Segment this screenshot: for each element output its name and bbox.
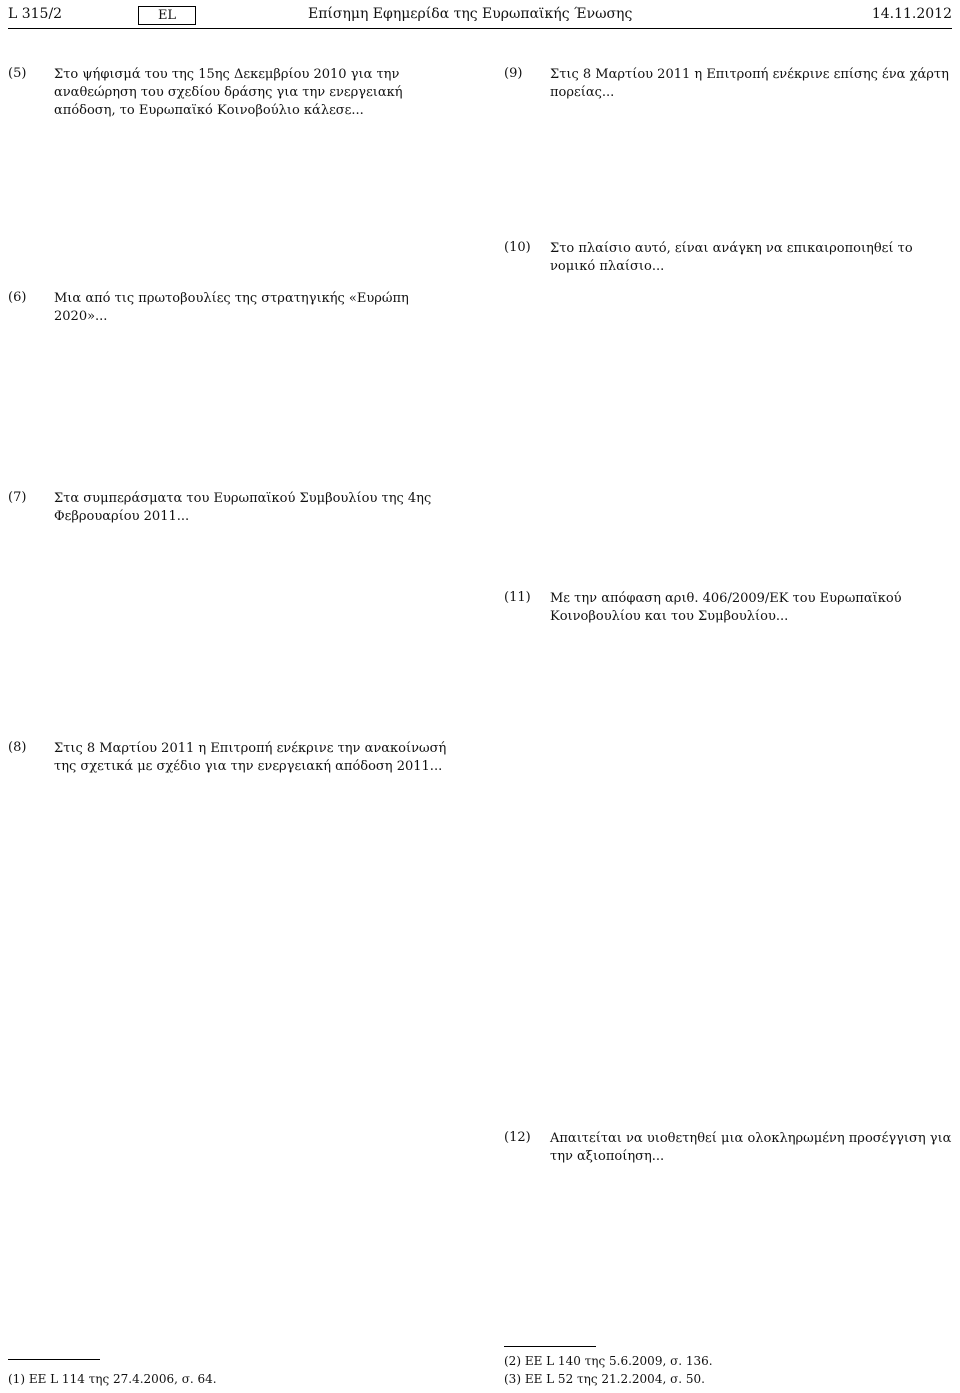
recital-12: [504, 1130, 954, 1166]
recital-text: Στις 8 Μαρτίου 2011 η Επιτροπή ενέκρινε επίσης ένα χάρτη πορείας...: [550, 67, 949, 100]
language-badge: EL: [138, 6, 196, 25]
recital-number: (6): [8, 290, 27, 305]
recital-number: (12): [504, 1130, 531, 1145]
recital-6: [8, 290, 462, 326]
recital-text: Απαιτείται να υιοθετηθεί μια ολοκληρωμένη προσέγγιση για την αξιοποίηση...: [550, 1131, 952, 1164]
recital-9: [504, 66, 954, 102]
recital-number: (8): [8, 740, 27, 755]
footnote-divider-left: [8, 1359, 100, 1360]
recital-number: (9): [504, 66, 523, 81]
recital-7: [8, 490, 462, 526]
recital-number: (5): [8, 66, 27, 81]
recital-text: Στις 8 Μαρτίου 2011 η Επιτροπή ενέκρινε την ανακοίνωσή της σχετικά με σχέδιο για την ενεργειακή απόδοση 2011...: [54, 741, 447, 774]
footnote-2: (2) ΕΕ L 140 της 5.6.2009, σ. 136.: [504, 1354, 713, 1368]
recital-number: (10): [504, 240, 531, 255]
recital-text: Στα συμπεράσματα του Ευρωπαϊκού Συμβουλίου της 4ης Φεβρουαρίου 2011...: [54, 491, 432, 524]
recital-text: Στο πλαίσιο αυτό, είναι ανάγκη να επικαιροποιηθεί το νομικό πλαίσιο...: [550, 241, 913, 274]
recital-number: (11): [504, 590, 531, 605]
recital-text: Με την απόφαση αριθ. 406/2009/ΕΚ του Ευρωπαϊκού Κοινοβουλίου και του Συμβουλίου...: [550, 591, 902, 624]
recital-11: [504, 590, 954, 626]
journal-title: Επίσημη Εφημερίδα της Ευρωπαϊκής Ένωσης: [308, 6, 633, 22]
recital-text: Στο ψήφισμά του της 15ης Δεκεμβρίου 2010 για την αναθεώρηση του σχεδίου δράσης για την ενεργειακή απόδοση, το Ευρωπαϊκό Κοινοβούλιο κάλεσε...: [54, 67, 403, 118]
recital-8: [8, 740, 462, 776]
publication-date: 14.11.2012: [871, 6, 952, 22]
footnote-divider-right: [504, 1346, 596, 1347]
recital-number: (7): [8, 490, 27, 505]
recital-text: Μια από τις πρωτοβουλίες της στρατηγικής «Ευρώπη 2020»...: [54, 291, 409, 324]
recital-10: [504, 240, 954, 276]
page-header: [8, 6, 952, 29]
page-number: L 315/2: [8, 6, 63, 22]
recital-5: [8, 66, 462, 120]
footnote-3: (3) ΕΕ L 52 της 21.2.2004, σ. 50.: [504, 1372, 705, 1386]
footnote-1: (1) ΕΕ L 114 της 27.4.2006, σ. 64.: [8, 1372, 217, 1386]
